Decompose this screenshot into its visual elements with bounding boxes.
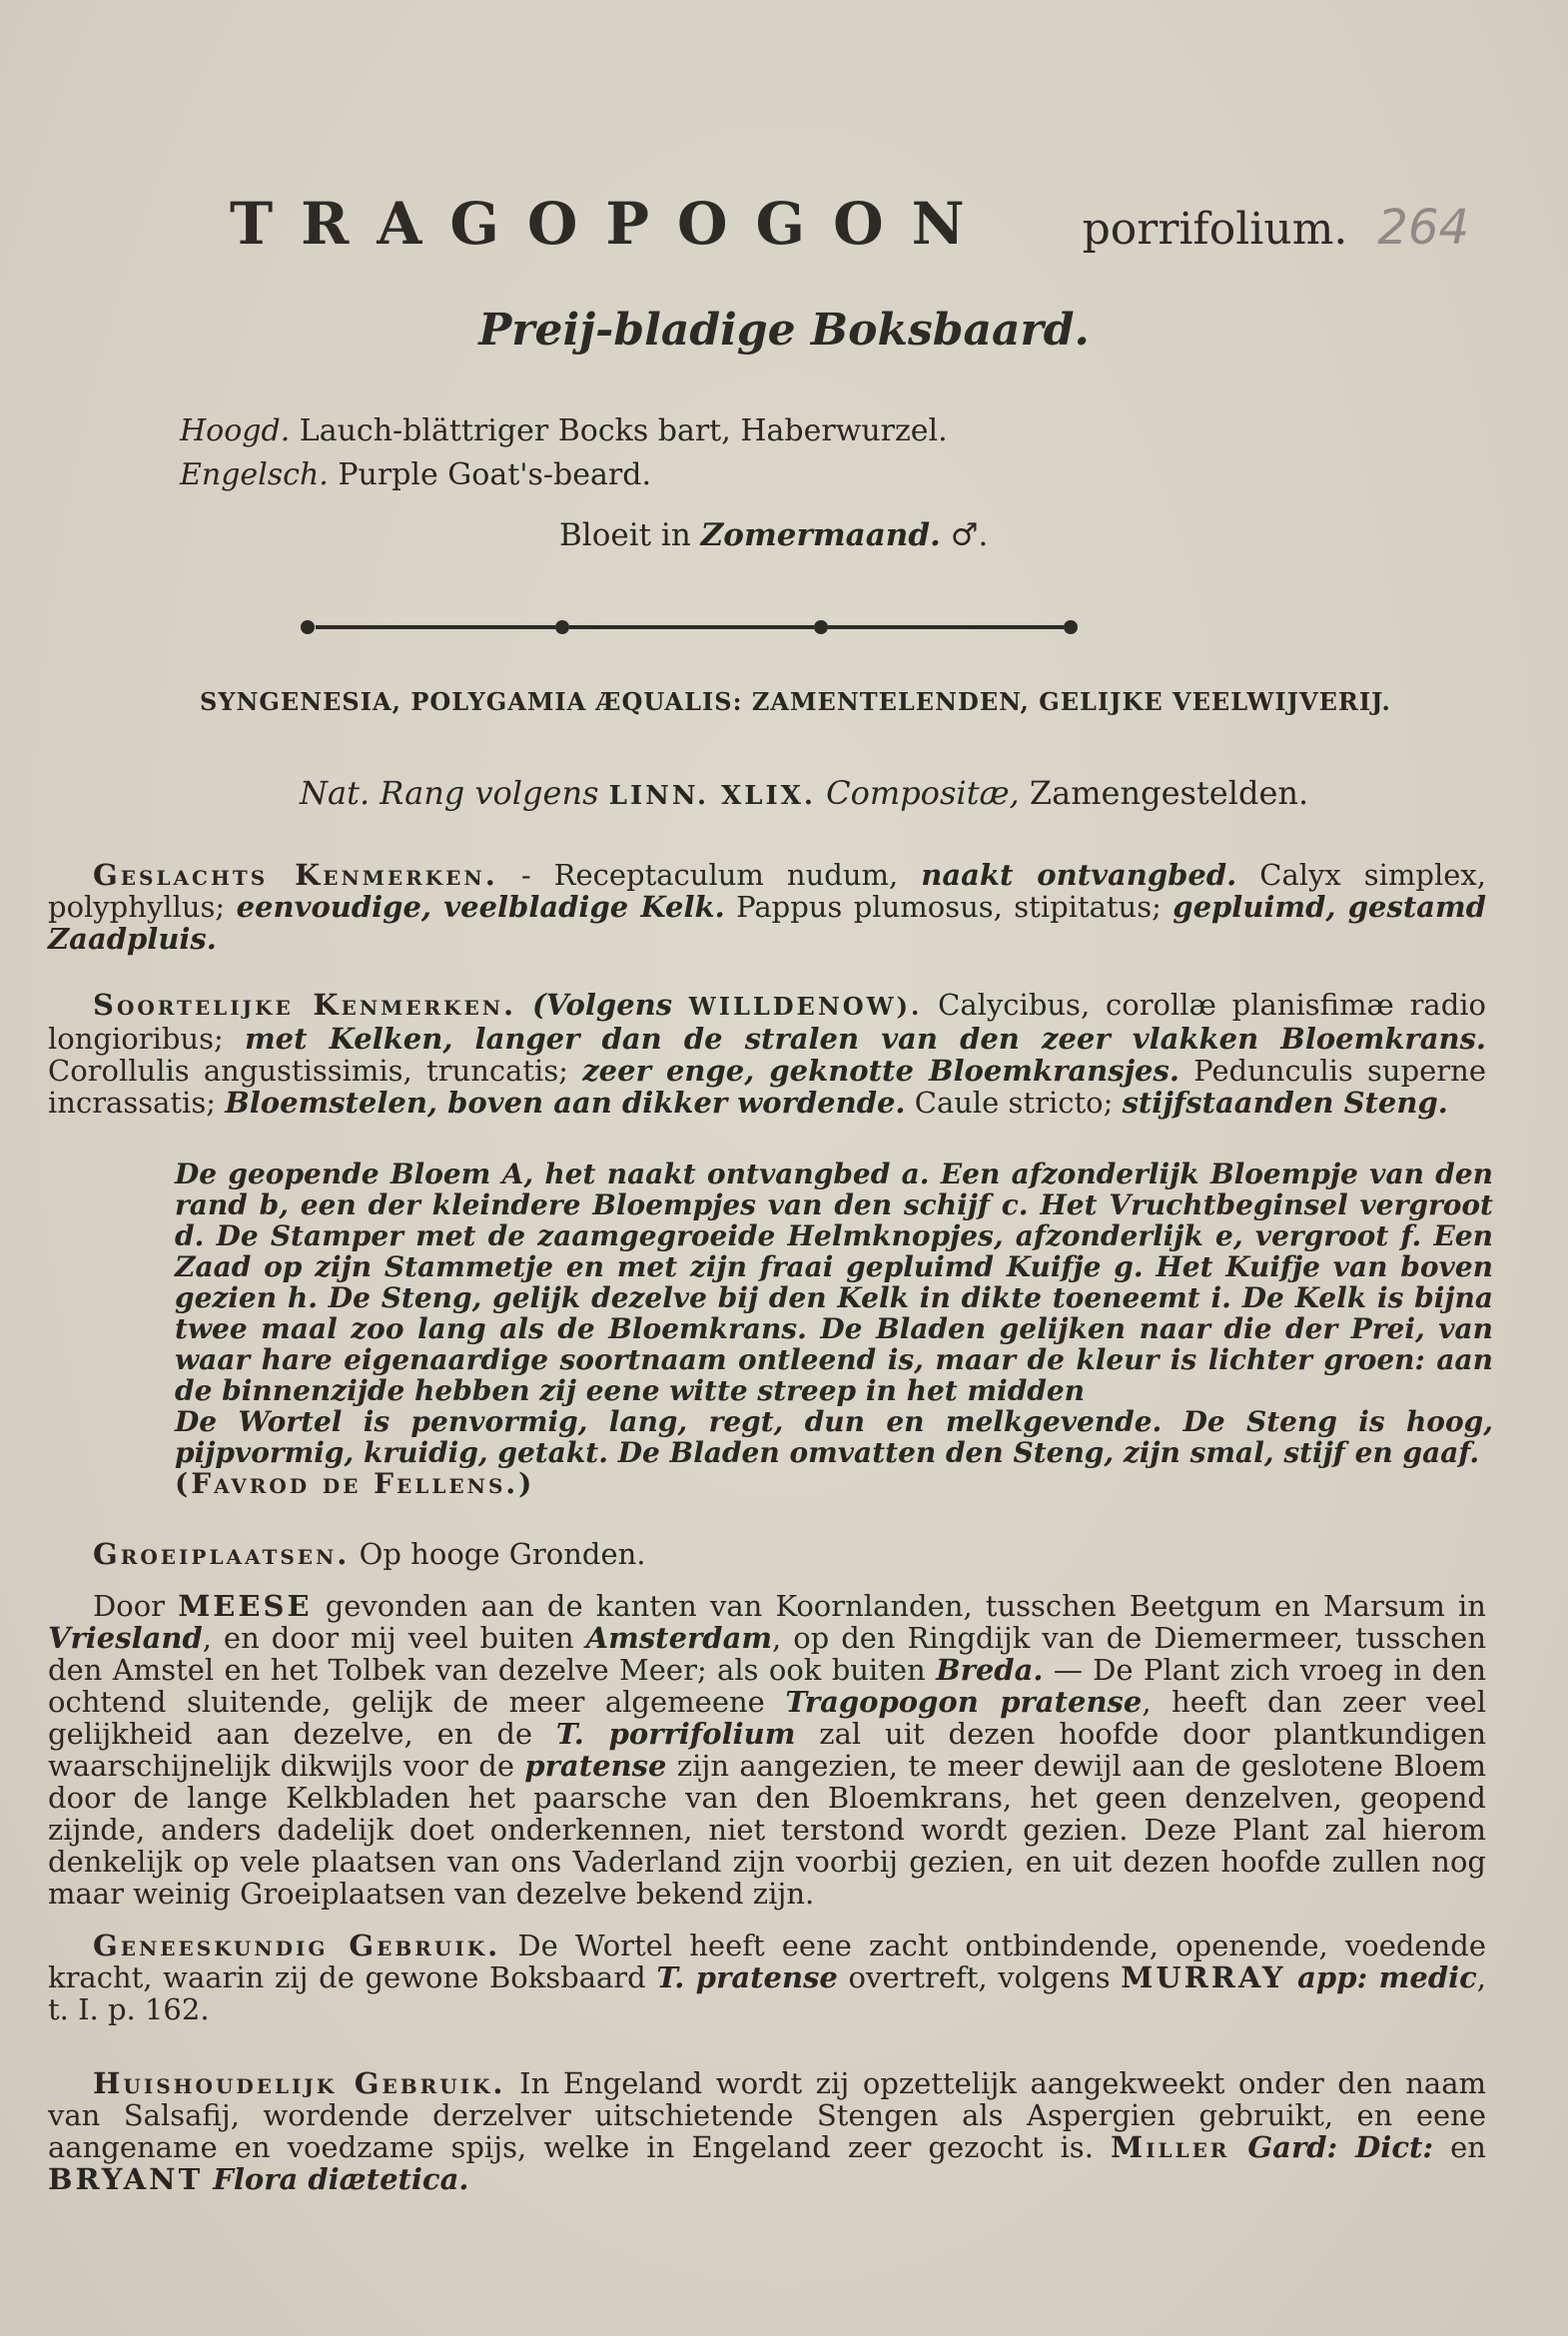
text-run: en <box>1433 2130 1486 2164</box>
text-run: Calycibus, corollæ planisfimæ radio longioribus; <box>48 988 1487 1056</box>
section-head: Geneeskundig Gebruik. <box>93 1929 501 1962</box>
text-run: Flora diætetica. <box>203 2162 469 2196</box>
text-run: Corollulis angustissimis, truncatis; <box>48 1054 583 1088</box>
title-genus: TRAGOPOGON <box>230 190 993 258</box>
text-run: Tragopogon pratense <box>785 1685 1143 1719</box>
text-run: , en door mij veel buiten <box>202 1621 586 1655</box>
text-run: gepluimd, gestamd Zaadpluis. <box>48 890 1486 956</box>
text-run: eenvoudige, veelbladige Kelk. <box>236 890 725 924</box>
handwritten-number: 264 <box>1377 200 1470 256</box>
text-run: met Kelken, langer dan de stralen van den zeer vlakken Bloemkrans. <box>245 1022 1486 1056</box>
bloom-line <box>559 517 988 553</box>
text-run: zijn aangezien, te meer dewijl aan de geslotene Bloem door de lange Kelkbladen het paarsche van den Bloemkrans, het geen denzelven, geopend zijnde, anders dadelijk doet onderkennen, niet terstond wordt gezien. Deze Plant zal hierom denkelijk op vele plaatsen van ons Vaderland zijn voorbij gezien, en uit dezen hoofde zullen nog maar weinig Groeiplaatsen van dezelve bekend zijn. <box>48 1749 1486 1911</box>
name-line-german <box>180 409 948 453</box>
text-run: Vriesland <box>48 1621 203 1655</box>
text-run: BRYANT <box>48 2162 204 2196</box>
natrang-d: Zamengestelden. <box>1029 774 1309 812</box>
vernacular-names <box>180 409 948 497</box>
text-run: gevonden aan de kanten van Koornlanden, tusschen Beetgum en Marsum in <box>312 1589 1486 1623</box>
ornamental-divider <box>300 617 1079 637</box>
huishoudelijk-section <box>48 2067 1486 2195</box>
geneeskundig-section <box>48 1930 1486 2025</box>
male-symbol-icon: ♂. <box>950 517 989 553</box>
text-run: MURRAY <box>1121 1960 1286 1994</box>
text-run: Pedunculis superne incrassatis; <box>48 1054 1486 1120</box>
section-head: Huishoudelijk Gebruik. <box>93 2066 506 2100</box>
title-species: porrifolium. <box>1082 204 1348 255</box>
geslachts-section <box>48 859 1486 955</box>
subtitle: Preij-bladige Boksbaard. <box>478 305 1090 356</box>
text-run: zeer enge, geknotte Bloemkransjes. <box>582 1054 1179 1088</box>
classification-line: SYNGENESIA, POLYGAMIA ÆQUALIS: ZAMENTELENDEN, GELIJKE VEELWIJVERIJ. <box>200 687 1391 716</box>
text-run: overtreft, volgens <box>837 1960 1122 1994</box>
section-head: Geslachts Kenmerken. <box>93 858 498 892</box>
text-run: Miller <box>1110 2130 1230 2164</box>
text-run: Breda. <box>936 1653 1044 1687</box>
groeiplaatsen-section <box>48 1538 1486 1910</box>
description-p2: De Wortel is penvormig, lang, regt, dun en melkgevende. De Steng is hoog, pijpvormig, kruidig, getakt. De Bladen omvatten den Steng, zijn smal, stijf en gaaf. <box>175 1405 1493 1469</box>
natrang-a: Nat. Rang volgens <box>300 774 599 812</box>
text-run: MEESE <box>178 1589 313 1623</box>
text-run: Caule stricto; <box>905 1086 1123 1120</box>
natrang-b: LINN. XLIX. <box>608 781 816 811</box>
text-run: Amsterdam <box>585 1621 773 1655</box>
text-run: - Receptaculum nudum, <box>497 858 922 892</box>
natrang-c: Compositæ, <box>826 774 1020 812</box>
soortelijke-section <box>48 989 1486 1119</box>
text-run: Op hooge Gronden. <box>350 1537 646 1571</box>
text-run: , op den Ringdijk van de Diemermeer, tusschen den Amstel en het Tolbek van dezelve Meer; als ook buiten <box>48 1621 1486 1687</box>
text-run: WILLDENOW). <box>688 992 923 1021</box>
section-head: Soortelijke Kenmerken. <box>93 988 517 1022</box>
name-text: Purple Goat's-beard. <box>338 457 651 492</box>
text-run: Pappus plumosus, stipitatus; <box>724 890 1174 924</box>
text-run: — De Plant zich vroeg in den ochtend sluitende, gelijk de meer algemeene <box>48 1653 1486 1719</box>
text-run: Calyx simplex, polyphyllus; <box>48 858 1486 924</box>
text-run: naakt ontvangbed. <box>921 858 1237 892</box>
text-run: zal uit dezen hoofde door plantkundigen waarschijnelijk dikwijls voor de <box>48 1717 1487 1783</box>
text-run: In Engeland wordt zij opzettelijk aangekweekt onder den naam van Salsafij, wordende derzelver uitschietende Stengen als Aspergien gebruikt, en eene aangename en voedzame spijs, welke in Engeland zeer gezocht is. <box>48 2066 1486 2164</box>
text-run: app: medic <box>1285 1960 1477 1994</box>
description-p1: De geopende Bloem A, het naakt ontvangbed a. Een afzonderlijk Bloempje van den rand b, een der kleindere Bloempjes van den schijf c. Het Vruchtbeginsel vergroot d. De Stamper met de zaamgegroeide Helmknopjes, afzonderlijk e, vergroot f. Een Zaad op zijn Stammetje en met zijn fraai gepluimd Kuifje g. Het Kuifje van boven gezien h. De Steng, gelijk dezelve bij den Kelk in dikte toeneemt i. De Kelk is bijna twee maal zoo lang als de Bloemkrans. De Bladen gelijken naar die der Prei, van waar hare eigenaardige soortnaam ontleend is, maar de kleur is lichter groen: aan de binnenzijde hebben zij eene witte streep in het midden <box>175 1158 1493 1407</box>
lang-label: Hoogd. <box>180 413 291 448</box>
text-run: Gard: Dict: <box>1229 2130 1434 2164</box>
text-run: , heeft dan zeer veel gelijkheid aan dezelve, en de <box>48 1685 1487 1751</box>
description-block <box>175 1159 1493 1499</box>
description-author: (Favrod de Fellens.) <box>175 1467 535 1500</box>
text-run: De Wortel heeft eene zacht ontbindende, openende, voedende kracht, waarin zij de gewone Boksbaard <box>48 1929 1486 1994</box>
text-run: pratense <box>524 1749 667 1783</box>
title-row <box>230 190 1470 270</box>
bloom-prefix: Bloeit in <box>559 517 691 553</box>
text-run: T. pratense <box>656 1960 838 1994</box>
lang-label: Engelsch. <box>180 457 329 492</box>
text-run: Bloemstelen, boven aan dikker wordende. <box>225 1086 906 1120</box>
text-run: (Volgens <box>532 988 689 1022</box>
name-text: Lauch-blättriger Bocks bart, Haberwurzel. <box>299 413 948 448</box>
text-run: Door <box>93 1589 179 1623</box>
natural-rank-line <box>300 774 1308 812</box>
bloom-month: Zomermaand. <box>700 517 941 553</box>
text-run: , t. I. p. 162. <box>48 1960 1486 2026</box>
name-line-english <box>180 453 948 497</box>
text-run: T. porrifolium <box>555 1717 796 1751</box>
section-head: Groeiplaatsen. <box>93 1537 351 1571</box>
text-run: stijfstaanden Steng. <box>1122 1086 1448 1120</box>
